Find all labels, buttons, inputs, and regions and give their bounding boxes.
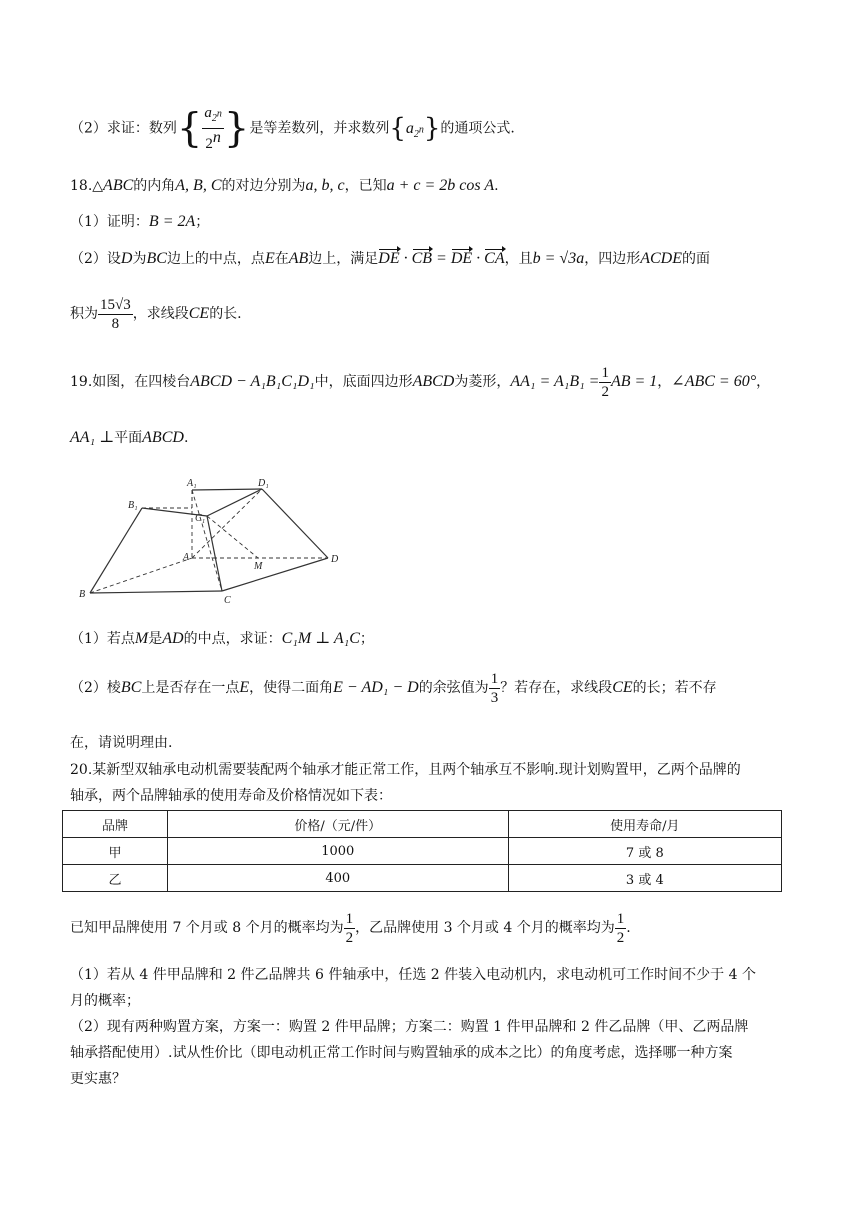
q18-part2-cont: 积为 $\frac{15√3}{8}$ ，求线段CE的长.	[70, 296, 242, 332]
q19-part1: （1）若点M是AD的中点，求证：C₁M ⊥ A₁C；	[70, 630, 374, 647]
q20-part2-c: 更实惠？	[70, 1071, 126, 1087]
q18-header: 18.△ABC的内角A, B, C的对边分别为a, b, c，已知a + c = 2b cos A.	[70, 177, 499, 194]
left-brace-small: {	[389, 113, 406, 144]
edge-CD	[222, 558, 328, 591]
bearing-table	[62, 810, 782, 892]
q20-intro-1: 20.某新型双轴承电动机需要装配两个轴承才能正常工作，且两个轴承互不影响.现计划购置甲，乙两个品牌的	[70, 762, 741, 778]
table-cell: 3 或 4	[508, 865, 781, 892]
label-B: B	[79, 589, 86, 600]
table-row	[63, 865, 782, 892]
q17-fraction	[202, 104, 224, 153]
q20-part2-b: 轴承搭配使用）.试从性价比（即电动机正常工作时间与购置轴承的成本之比）的角度考虑，选择哪一种方案	[70, 1045, 733, 1061]
q20-part2-a: （2）现有两种购置方案，方案一：购置 2 件甲品牌；方案二：购置 1 件甲品牌和 2 件乙品牌（甲、乙两品牌	[70, 1019, 749, 1035]
vector-DE: DE	[450, 250, 473, 267]
frac-num-sub: 2	[211, 113, 217, 124]
table-cell: 7 或 8	[508, 838, 781, 865]
frac-den-sup: n	[212, 129, 221, 146]
table-header: 使用寿命/月	[508, 811, 781, 838]
label-D: D	[331, 554, 339, 565]
edge-A1C	[192, 490, 222, 591]
edge-CC1	[207, 516, 222, 591]
edge-DD1	[262, 489, 328, 558]
half-fraction-a: $\frac{1}{2}$	[345, 910, 354, 946]
table-cell: 1000	[167, 838, 508, 865]
q17-part2-middle: 是等差数列，并求数列	[249, 120, 390, 137]
label-C1: C₁	[195, 513, 206, 524]
edge-BB1	[90, 508, 142, 593]
q17-seq: $a_{2^n}$	[405, 119, 424, 140]
label-D1: D₁	[258, 478, 269, 489]
vector-DE: DE	[378, 250, 400, 267]
q19-header: 19.如图，在四棱台ABCD − A₁B₁C₁D₁中，底面四边形ABCD为菱形，AA₁ = A₁B₁ = $\frac{1}{2}$ AB = 1，∠ABC = 60°，	[70, 364, 771, 400]
q18-part1: （1）证明：B = 2A；	[70, 213, 210, 230]
q20-intro-2: 轴承，两个品牌轴承的使用寿命及价格情况如下表：	[70, 788, 392, 804]
q19-perp: AA₁ ⊥平面ABCD.	[70, 429, 189, 446]
half-fraction: $\frac{1}{2}$	[601, 364, 609, 400]
edge-BA	[90, 558, 192, 593]
frustum-figure	[74, 474, 364, 606]
right-brace: }	[223, 105, 250, 152]
table-cell: 乙	[63, 865, 168, 892]
vector-CB: CB	[411, 250, 433, 267]
left-brace: {	[176, 105, 203, 152]
table-cell: 甲	[63, 838, 168, 865]
frac-den: 2	[205, 136, 213, 152]
table-header-row	[63, 811, 782, 838]
q20-probabilities: 已知甲品牌使用 7 个月或 8 个月的概率均为 $\frac{1}{2}$ ，乙品牌使用 3 个月或 4 个月的概率均为 $\frac{1}{2}$ .	[70, 910, 631, 946]
vector-CA: CA	[484, 250, 505, 267]
q19-part2: （2）棱BC上是否存在一点E，使得二面角E − AD₁ − D的余弦值为 $\frac{1}{3}$ ？若存在，求线段CE的长；若不存	[70, 670, 717, 706]
table-row	[63, 838, 782, 865]
table-header: 价格/（元/件）	[167, 811, 508, 838]
table-header: 品牌	[63, 811, 168, 838]
q17-part2-prefix: （2）求证：数列	[70, 120, 177, 137]
edge-A1D1	[192, 489, 262, 490]
q18-part2: （2）设D为BC边上的中点，点E在AB边上，满足DE · CB = DE · CA，且b = √3a，四边形ACDE的面	[70, 250, 710, 267]
table-cell: 400	[167, 865, 508, 892]
edge-BC	[90, 591, 222, 593]
frac-num-subsup: n	[216, 108, 222, 120]
label-A1: A₁	[187, 478, 197, 489]
edge-C1D1	[207, 489, 262, 516]
label-C: C	[224, 595, 231, 606]
q17-part2-suffix: 的通项公式.	[440, 120, 515, 137]
third-fraction: $\frac{1}{3}$	[490, 670, 499, 706]
label-A: A	[183, 552, 190, 563]
half-fraction-b: $\frac{1}{2}$	[616, 910, 625, 946]
q19-part2-cont: 在，请说明理由.	[70, 735, 173, 751]
label-M: M	[254, 561, 263, 572]
q20-part1-a: （1）若从 4 件甲品牌和 2 件乙品牌共 6 件轴承中，任选 2 件装入电动机内，求电动机可工作时间不少于 4 个	[70, 967, 756, 983]
area-fraction: $\frac{15√3}{8}$	[100, 296, 131, 332]
q17-part2	[70, 104, 515, 152]
label-B1: B₁	[128, 500, 138, 511]
frac-num: a	[204, 105, 212, 121]
right-brace-small: }	[423, 113, 441, 144]
q20-part1-b: 月的概率；	[70, 993, 140, 1009]
